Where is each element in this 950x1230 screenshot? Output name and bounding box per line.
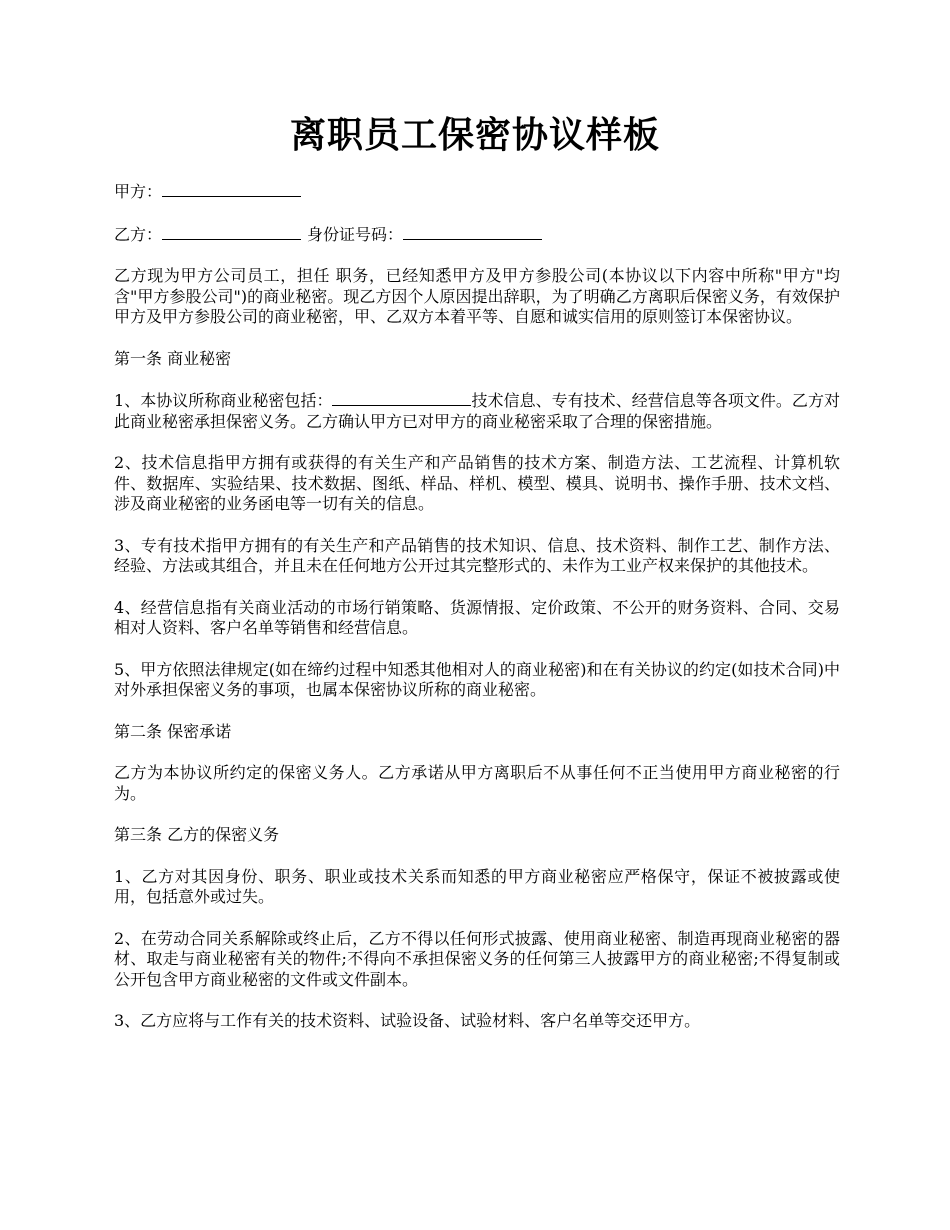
- intro-paragraph: 乙方现为甲方公司员工，担任 职务，已经知悉甲方及甲方参股公司(本协议以下内容中所称"甲方"均含"甲方参股公司")的商业秘密。现乙方因个人原因提出辞职，为了明确乙方离职后保密义务，有效保护甲方及甲方参股公司的商业秘密，甲、乙双方本着平等、自愿和诚实信用的原则签订本保密协议。: [114, 266, 840, 326]
- article1-heading: 第一条 商业秘密: [114, 348, 232, 368]
- trade-secret-blank: [332, 390, 471, 406]
- party-a-blank: [162, 181, 301, 197]
- article1-item2: 2、技术信息指甲方拥有或获得的有关生产和产品销售的技术方案、制造方法、工艺流程、计算机软件、数据库、实验结果、技术数据、图纸、样品、样机、模型、模具、说明书、操作手册、技术文档、涉及商业秘密的业务函电等一切有关的信息。: [114, 453, 840, 513]
- article3-item2: 2、在劳动合同关系解除或终止后，乙方不得以任何形式披露、使用商业秘密、制造再现商业秘密的器材、取走与商业秘密有关的物件;不得向不承担保密义务的任何第三人披露甲方的商业秘密;不得复制或公开包含甲方商业秘密的文件或文件副本。: [114, 928, 840, 989]
- document-title: 离职员工保密协议样板: [289, 114, 660, 156]
- party-b-blank: [162, 224, 301, 240]
- party-b-label: 乙方：: [114, 224, 163, 244]
- document-body: [114, 181, 840, 1053]
- article2-text: 乙方为本协议所约定的保密义务人。乙方承诺从甲方离职后不从事任何不正当使用甲方商业秘密的行为。: [114, 763, 840, 803]
- id-label: 身份证号码：: [307, 224, 404, 244]
- article1-item5: 5、甲方依照法律规定(如在缔约过程中知悉其他相对人的商业秘密)和在有关协议的约定(如技术合同)中对外承担保密义务的事项，也属本保密协议所称的商业秘密。: [114, 659, 840, 699]
- article3-item3: 3、乙方应将与工作有关的技术资料、试验设备、试验材料、客户名单等交还甲方。: [114, 1011, 701, 1030]
- article1-item4: 4、经营信息指有关商业活动的市场行销策略、货源情报、定价政策、不公开的财务资料、合同、交易相对人资料、客户名单等销售和经营信息。: [114, 597, 840, 637]
- article3-item1: 1、乙方对其因身份、职务、职业或技术关系而知悉的甲方商业秘密应严格保守，保证不被披露或使用，包括意外或过失。: [114, 866, 840, 906]
- article3-heading: 第三条 乙方的保密义务: [114, 825, 280, 844]
- article1-item1-prefix: 1、本协议所称商业秘密包括：: [114, 391, 333, 410]
- article2-heading: 第二条 保密承诺: [114, 721, 232, 741]
- party-a-line: [114, 181, 840, 203]
- party-b-line: [114, 224, 840, 246]
- article1-item1: [114, 390, 840, 432]
- id-number-blank: [403, 224, 542, 240]
- article1-item3: 3、专有技术指甲方拥有的有关生产和产品销售的技术知识、信息、技术资料、制作工艺、制作方法、经验、方法或其组合，并且未在任何地方公开过其完整形式的、未作为工业产权来保护的其他技术。: [114, 535, 840, 575]
- party-a-label: 甲方：: [114, 182, 163, 201]
- article1-item1-suffix: 技术信息、专有技术、经营信息等各项文件。乙方对此商业秘密承担保密义务。乙方确认甲方已对甲方的商业秘密采取了合理的保密措施。: [114, 391, 840, 431]
